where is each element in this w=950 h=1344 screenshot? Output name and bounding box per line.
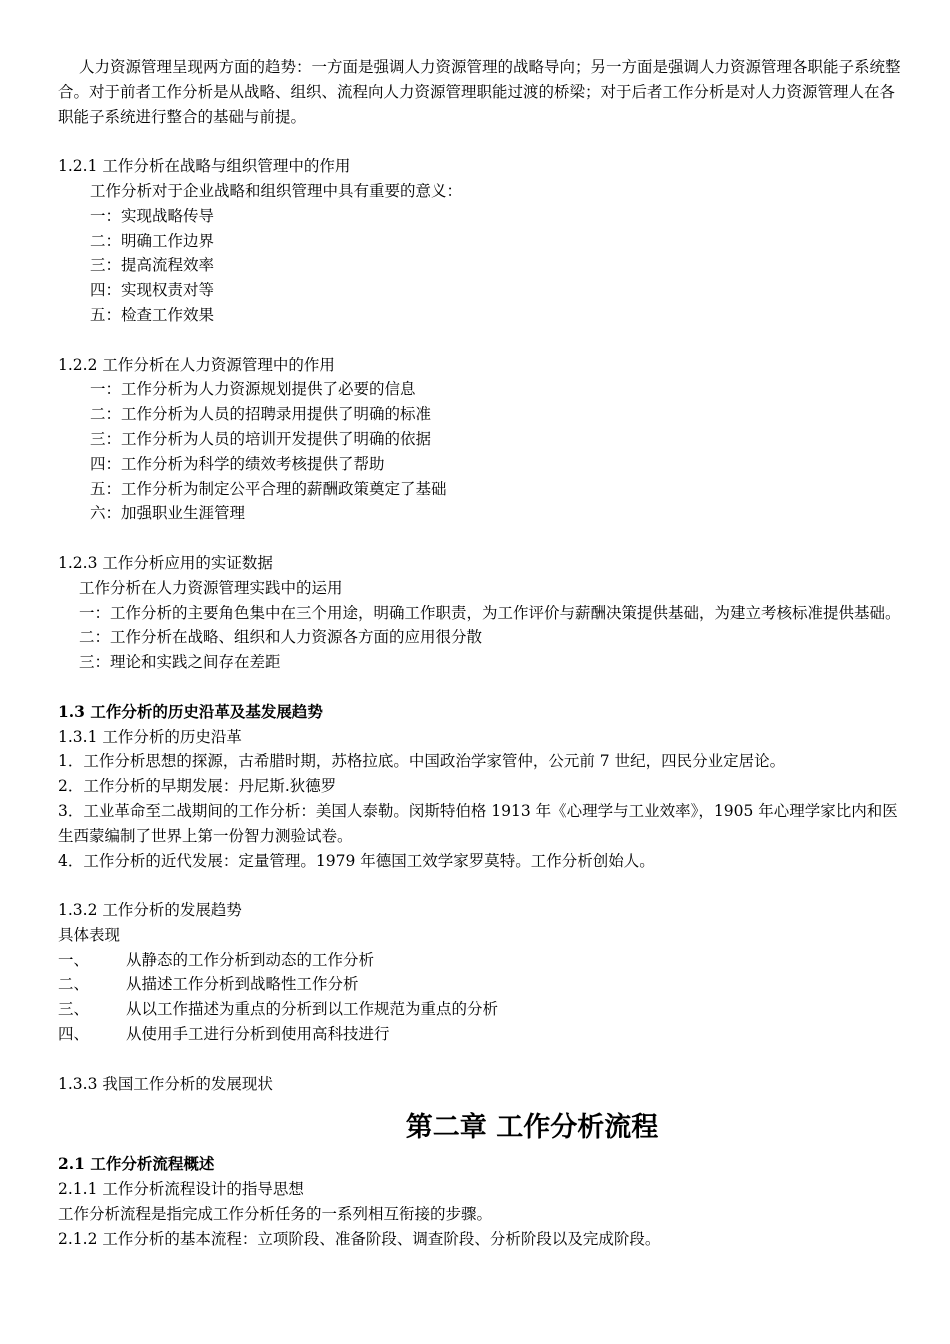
history-item: 1．工作分析思想的探源，古希腊时期，苏格拉底。中国政治学家管仲，公元前 7 世纪，四民分业定居论。	[58, 752, 786, 771]
trend-item	[58, 948, 906, 973]
trend-number: 三、	[58, 1000, 90, 1019]
list-item: 二：工作分析为人员的招聘录用提供了明确的标准	[90, 405, 432, 424]
trend-number: 四、	[58, 1025, 90, 1044]
list-item: 五：工作分析为制定公平合理的薪酬政策奠定了基础	[90, 479, 447, 498]
trend-number: 二、	[58, 975, 90, 994]
list-item: 三：提高流程效率	[90, 256, 215, 275]
history-item: 4．工作分析的近代发展：定量管理。1979 年德国工效学家罗莫特。工作分析创始人。	[58, 851, 655, 870]
intro-paragraph: 人力资源管理呈现两方面的趋势：一方面是强调人力资源管理的战略导向；另一方面是强调人力资源管理各职能子系统整合。对于前者工作分析是从战略、组织、流程向人力资源管理职能过渡的桥梁；对于后者工作分析是对人力资源管理人在各职能子系统进行整合的基础与前提。	[58, 58, 901, 126]
section-heading-1-3-2: 1.3.2 工作分析的发展趋势	[58, 901, 242, 920]
section-heading-1-3: 1.3 工作分析的历史沿革及基发展趋势	[58, 701, 323, 721]
section-lead: 工作分析在人力资源管理实践中的运用	[79, 578, 343, 597]
trend-text: 从静态的工作分析到动态的工作分析	[126, 950, 375, 969]
document-page	[58, 55, 906, 1252]
list-item: 四：工作分析为科学的绩效考核提供了帮助	[90, 454, 385, 473]
list-item: 一：实现战略传导	[90, 206, 215, 225]
list-item: 二：工作分析在战略、组织和人力资源各方面的应用很分散	[79, 628, 483, 647]
paragraph: 工作分析流程是指完成工作分析任务的一系列相互衔接的步骤。	[58, 1205, 493, 1224]
list-item: 四：实现权责对等	[90, 281, 215, 300]
list-item: 三：理论和实践之间存在差距	[79, 653, 281, 672]
trend-text: 从使用手工进行分析到使用高科技进行	[126, 1025, 390, 1044]
section-heading-2-1-1: 2.1.1 工作分析流程设计的指导思想	[58, 1180, 304, 1199]
chapter-title: 第二章 工作分析流程	[405, 1112, 659, 1144]
list-item: 五：检查工作效果	[90, 305, 215, 324]
trend-item	[58, 972, 906, 997]
trend-text: 从以工作描述为重点的分析到以工作规范为重点的分析	[126, 1000, 499, 1019]
trend-number: 一、	[58, 950, 90, 969]
section-heading-2-1: 2.1 工作分析流程概述	[58, 1154, 215, 1174]
trend-item	[58, 997, 906, 1022]
list-item: 三：工作分析为人员的培训开发提供了明确的依据	[90, 429, 432, 448]
trend-item	[58, 1022, 906, 1047]
section-lead: 工作分析对于企业战略和组织管理中具有重要的意义：	[90, 181, 463, 200]
list-item: 一：工作分析的主要角色集中在三个用途，明确工作职责，为工作评价与薪酬决策提供基础，为建立考核标准提供基础。	[79, 603, 901, 622]
section-heading-1-2-2: 1.2.2 工作分析在人力资源管理中的作用	[58, 355, 335, 374]
list-item: 二：明确工作边界	[90, 231, 215, 250]
trend-text: 从描述工作分析到战略性工作分析	[126, 975, 359, 994]
history-item: 2．工作分析的早期发展：丹尼斯.狄德罗	[58, 777, 337, 796]
section-heading-1-2-3: 1.2.3 工作分析应用的实证数据	[58, 553, 273, 572]
list-item: 六：加强职业生涯管理	[90, 504, 246, 523]
list-item: 一：工作分析为人力资源规划提供了必要的信息	[90, 380, 416, 399]
section-lead: 具体表现	[58, 925, 121, 944]
history-item: 3．工业革命至二战期间的工作分析：美国人泰勒。闵斯特伯格 1913 年《心理学与工业效率》，1905 年心理学家比内和医生西蒙编制了世界上第一份智力测验试卷。	[58, 801, 898, 845]
section-heading-1-3-3: 1.3.3 我国工作分析的发展现状	[58, 1074, 273, 1093]
section-heading-1-2-1: 1.2.1 工作分析在战略与组织管理中的作用	[58, 157, 351, 176]
section-heading-1-3-1: 1.3.1 工作分析的历史沿革	[58, 727, 242, 746]
section-heading-2-1-2: 2.1.2 工作分析的基本流程：立项阶段、准备阶段、调查阶段、分析阶段以及完成阶段。	[58, 1229, 661, 1248]
